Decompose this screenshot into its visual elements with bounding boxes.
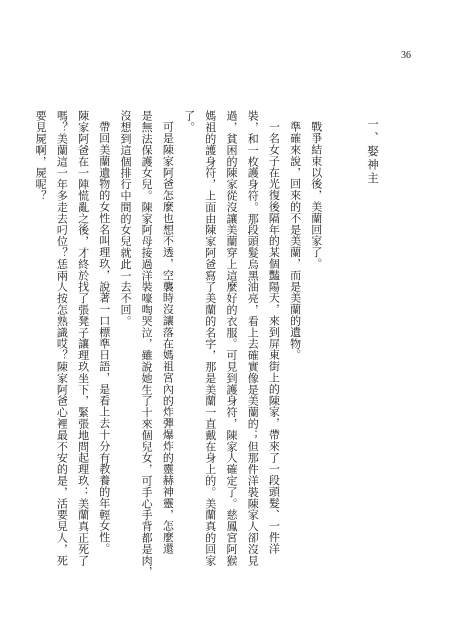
text-line: 嗎？美蘭這一年多走去叼位？恁兩人按怎熟識哎？陳家阿爸心裡最不安的是，活要見人，死 <box>55 110 69 566</box>
text-line: 帶回美蘭遺物的女性名叫理玖，說著一口標準日語，是看上去十分有教養的年輕女性。 <box>97 121 111 555</box>
text-line: 可是陳家阿爸怎麼也想不透，空襲時沒讓落在媽祖宮內的炸彈爆炸的靈赫神靈，怎麼還 <box>161 121 175 555</box>
text-line: 過，貧困的陳家從沒讓美蘭穿上這麼好的衣服。可見到護身符，陳家人確定了。慈鳳宮阿猴 <box>224 110 238 566</box>
blank-column <box>327 110 348 580</box>
text-line: 沒想到這個排行中間的女兒就此一去不回。 <box>118 110 132 327</box>
text-line: 裝，和一枚護身符。那段頭髮烏黑油亮，看上去確實像是美蘭的；但那件洋裝陳家人卻沒見 <box>246 110 260 566</box>
chapter-heading: 一、娶神主 <box>366 118 380 186</box>
vertical-text-body <box>30 110 383 580</box>
text-line: 陳家阿爸在一陣慌亂之後，才終於找了張凳子讓理玖坐下，緊張地問起理玖：美蘭真正死了 <box>76 110 90 566</box>
text-line: 準確來說，回來的不是美蘭，而是美蘭的遺物。 <box>288 121 302 361</box>
page-number: 36 <box>401 50 411 61</box>
text-line: 一名女子在光復後隔年的某個豔陽天，來到屏東街上的陳家，帶來了一段頭髮、一件洋 <box>267 121 281 555</box>
text-line: 戰爭結束以後，美蘭回家了。 <box>309 121 323 270</box>
text-line: 了。 <box>182 110 196 133</box>
text-line: 媽祖的護身符，上面由陳家阿爸寫了美蘭的名字，那是美蘭一直戴在身上的。美蘭真的回家 <box>203 110 217 566</box>
text-line: 要見屍啊，屍呢？ <box>34 110 48 202</box>
text-line: 是無法保護女兒。陳家阿母接過洋裝嚎啕哭泣，雖說她生了十來個兒女，可手心手背都是肉， <box>140 110 154 578</box>
